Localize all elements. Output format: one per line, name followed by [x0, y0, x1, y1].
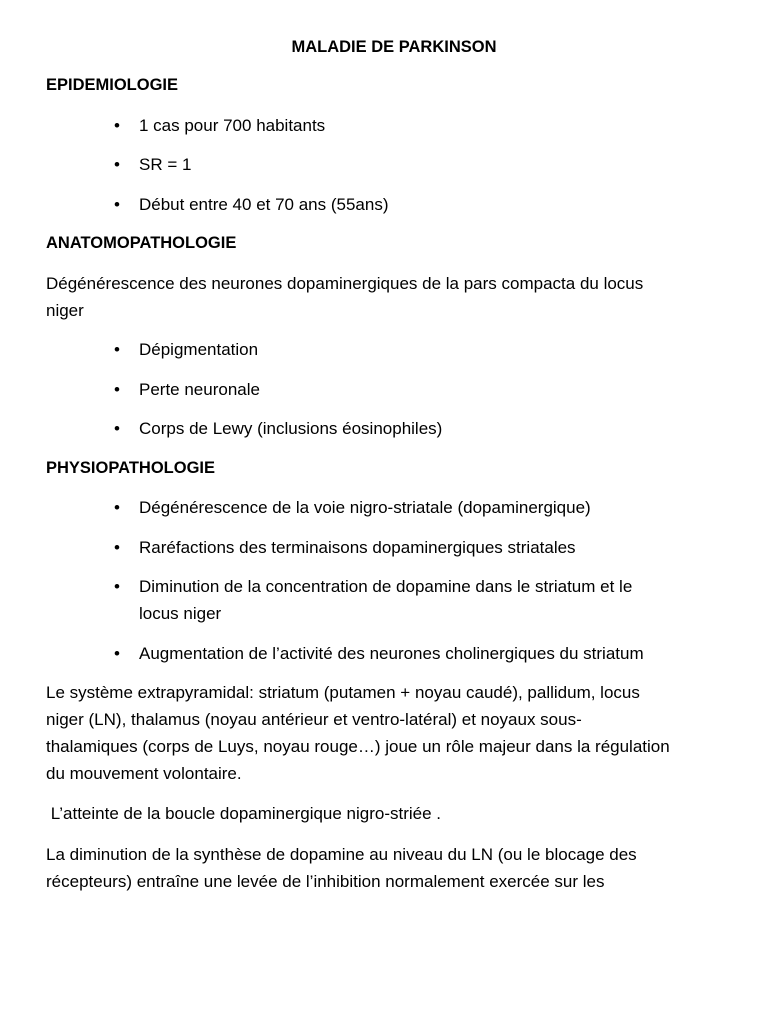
bullet-glyph: • — [114, 644, 120, 663]
heading-physiopathologie: PHYSIOPATHOLOGIE — [46, 459, 215, 477]
bullet-glyph: • — [114, 340, 120, 359]
heading-epidemiologie: EPIDEMIOLOGIE — [46, 76, 179, 94]
list-item-text: Augmentation de l’activité des neurones cholinergiques du striatum — [139, 644, 644, 663]
bullet-glyph: • — [114, 538, 120, 557]
paragraph-line: Le système extrapyramidal: striatum (putamen + noyau caudé), pallidum, locus — [46, 683, 640, 702]
paragraph-line: récepteurs) entraîne une levée de l’inhibition normalement exercée sur les — [46, 872, 605, 891]
paragraph-line: du mouvement volontaire. — [46, 764, 242, 783]
paragraph-line: La diminution de la synthèse de dopamine au niveau du LN (ou le blocage des — [46, 845, 637, 864]
list-item-text: Début entre 40 et 70 ans (55ans) — [139, 195, 389, 214]
list-item-text: SR = 1 — [139, 155, 192, 174]
bullet-glyph: • — [114, 116, 120, 135]
list-item-text: 1 cas pour 700 habitants — [139, 116, 326, 135]
list-item-text: Diminution de la concentration de dopamine dans le striatum et le — [139, 577, 633, 596]
list-item-text: Dégénérescence de la voie nigro-striatale (dopaminergique) — [139, 498, 591, 517]
page-title: MALADIE DE PARKINSON — [291, 38, 497, 56]
heading-anatomopathologie: ANATOMOPATHOLOGIE — [46, 234, 237, 252]
list-item-text: Corps de Lewy (inclusions éosinophiles) — [139, 419, 443, 438]
paragraph-line: niger — [46, 301, 84, 320]
paragraph-line: Dégénérescence des neurones dopaminergiques de la pars compacta du locus — [46, 274, 644, 293]
bullet-glyph: • — [114, 419, 120, 438]
bullet-glyph: • — [114, 577, 120, 596]
bullet-glyph: • — [114, 195, 120, 214]
paragraph-line: niger (LN), thalamus (noyau antérieur et ventro-latéral) et noyaux sous- — [46, 710, 582, 729]
list-item-text: Dépigmentation — [139, 340, 259, 359]
bullet-glyph: • — [114, 155, 120, 174]
paragraph-line: thalamiques (corps de Luys, noyau rouge…) joue un rôle majeur dans la régulation — [46, 737, 670, 756]
bullet-glyph: • — [114, 380, 120, 399]
bullet-glyph: • — [114, 498, 120, 517]
list-item-text: Perte neuronale — [139, 380, 260, 399]
list-item-text: locus niger — [139, 604, 222, 623]
paragraph-line: L’atteinte de la boucle dopaminergique nigro-striée . — [46, 804, 442, 823]
list-item-text: Raréfactions des terminaisons dopaminergiques striatales — [139, 538, 576, 557]
